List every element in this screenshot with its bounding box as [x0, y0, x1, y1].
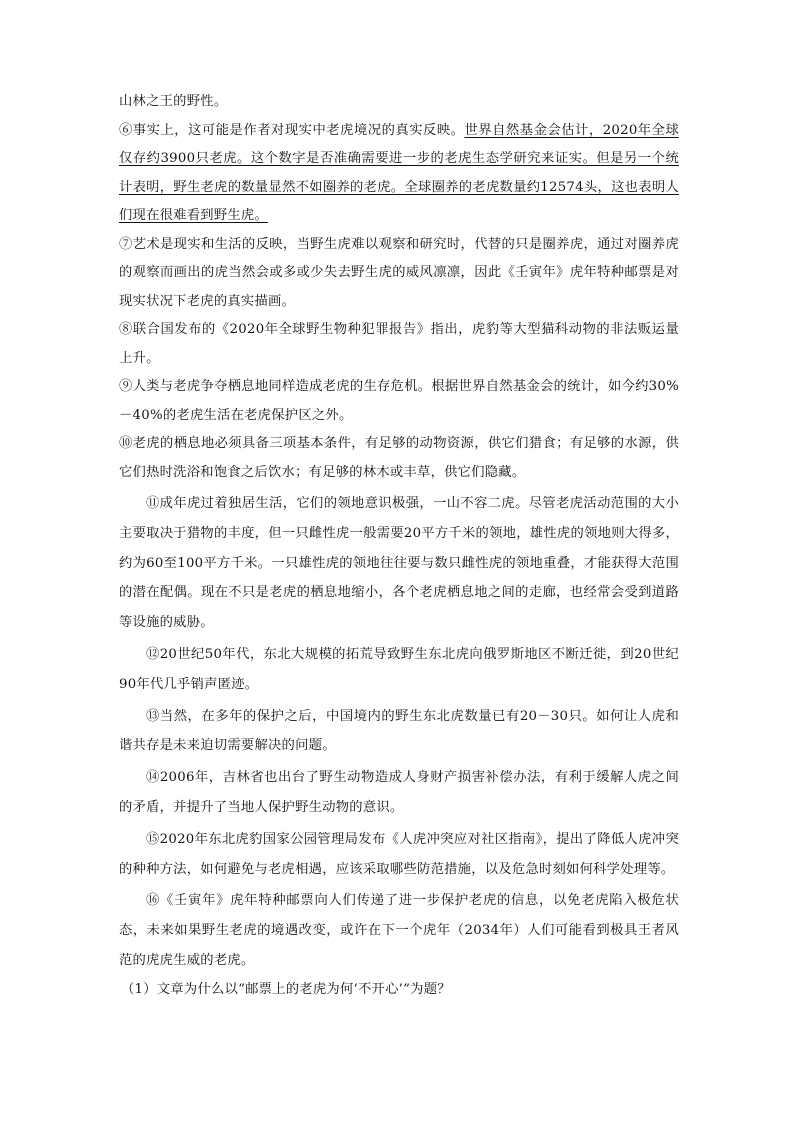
paragraph-14: ⑭2006年，吉林省也出台了野生动物造成人身财产损害补偿办法，有利于缓解人虎之间的矛盾，并提升了当地人保护野生动物的意识。: [119, 770, 679, 815]
paragraph-11: ⑪成年虎过着独居生活，它们的领地意识极强，一山不容二虎。尽管老虎活动范围的大小主要取决于猎物的丰度，但一只雌性虎一般需要20平方千米的领地，雄性虎的领地则大得多，约为60至100平方千米。一只雄性虎的领地往往要与数只雌性虎的领地重叠，才能获得大范围的潜在配偶。现在不只是老虎的栖息地缩小，各个老虎栖息地之间的走廊，也经常会受到道路等设施的威胁。: [119, 496, 679, 631]
paragraph-6-lead: ⑥事实上，这可能是作者对现实中老虎境况的真实反映。: [119, 122, 465, 138]
question-1: （1）文章为什么以“邮票上的老虎为何‘不开心’”为题？: [121, 981, 451, 997]
paragraph-6: [119, 117, 679, 231]
paragraph-13: ⑬当然，在多年的保护之后，中国境内的野生东北虎数量已有20－30只。如何让人虎和谐共存是未来迫切需要解决的问题。: [119, 708, 679, 754]
paragraph-10: ⑩老虎的栖息地必须具备三项基本条件，有足够的动物资源，供它们猎食；有足够的水源，供它们热时洗浴和饱食之后饮水；有足够的林木或丰草，供它们隐藏。: [119, 436, 679, 480]
paragraph-6-underlined-text: 世界自然基金会估计，2020年全球仅存约3900只老虎。这个数字是否准确需要进一步的老虎生态学研究来证实。但是另一个统计表明，野生老虎的数量显然不如圈养的老虎。全球圈养的老虎数量约12574头，这也表明人们现在很难看到野生虎。: [119, 122, 679, 223]
paragraph-5-tail: 山林之王的野性。: [119, 94, 228, 109]
paragraph-7: ⑦艺术是现实和生活的反映，当野生虎难以观察和研究时，代替的只是圈养虎，通过对圈养虎的观察而画出的虎当然会或多或少失去野生虎的威风凛凛，因此《壬寅年》虎年特种邮票是对现实状况下老虎的真实描画。: [119, 236, 679, 309]
paragraph-12: ⑫20世纪50年代，东北大规模的拓荒导致野生东北虎向俄罗斯地区不断迁徙，到20世纪90年代几乎销声匿迹。: [119, 646, 679, 692]
paragraph-16: ⑯《壬寅年》虎年特种邮票向人们传递了进一步保护老虎的信息，以免老虎陷入极危状态，未来如果野生老虎的境遇改变，或许在下一个虎年（2034年）人们可能看到极具王者风范的虎虎生威的老虎。: [119, 893, 679, 968]
article-body: [119, 88, 679, 1004]
paragraph-9: ⑨人类与老虎争夺栖息地同样造成老虎的生存危机。根据世界自然基金会的统计，如今约30%－40%的老虎生活在老虎保护区之外。: [119, 379, 679, 423]
paragraph-15: ⑮2020年东北虎豹国家公园管理局发布《人虎冲突应对社区指南》，提出了降低人虎冲突的种种方法，如何避免与老虎相遇，应该采取哪些防范措施，以及危急时刻如何科学处理等。: [119, 831, 679, 877]
paragraph-8: ⑧联合国发布的《2020年全球野生物种犯罪报告》指出，虎豹等大型猫科动物的非法贩运量上升。: [119, 322, 679, 366]
